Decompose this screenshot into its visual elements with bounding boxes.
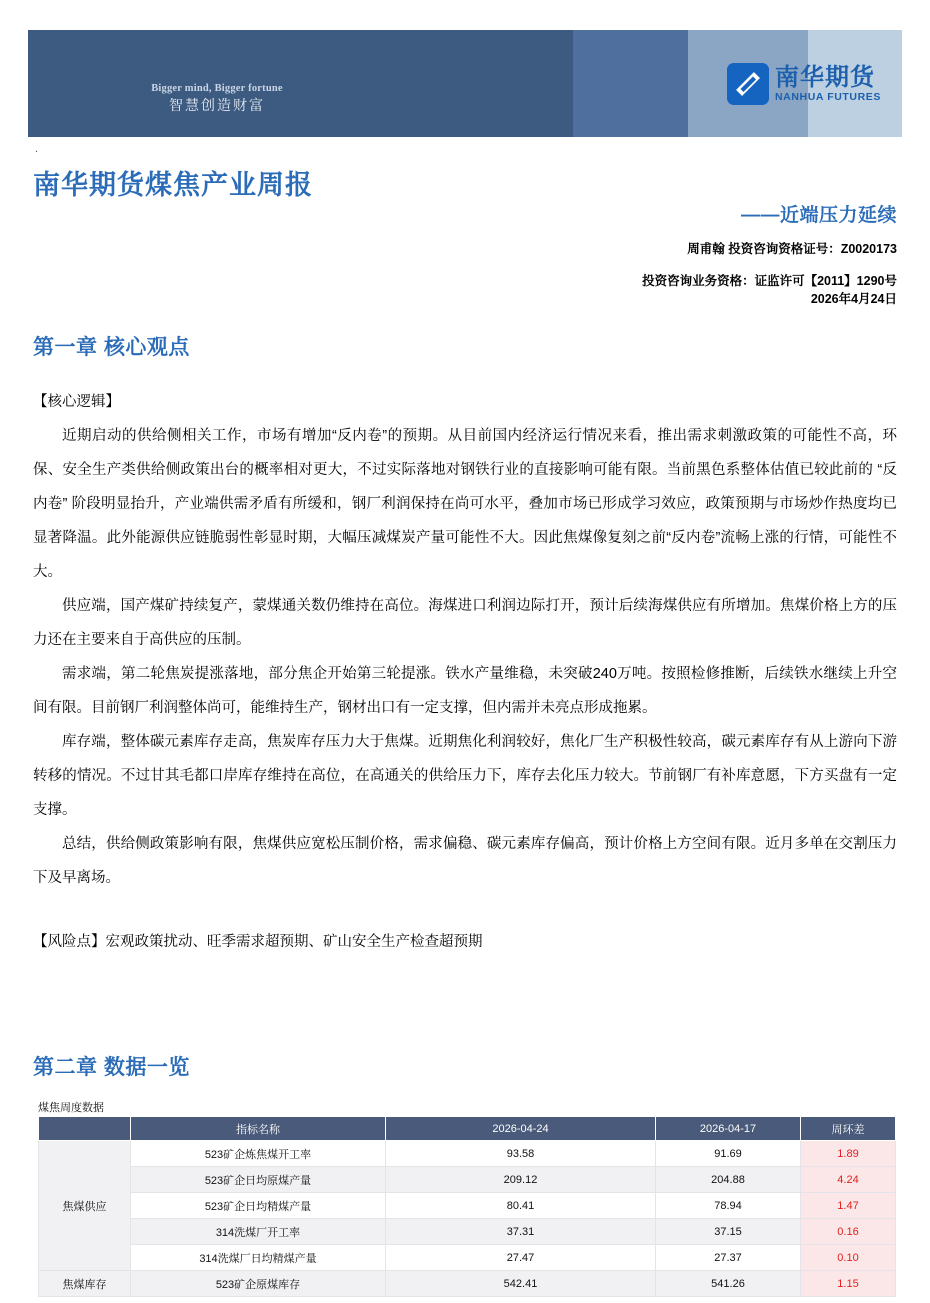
row-diff: 0.10 (801, 1245, 896, 1271)
row-indicator: 523矿企炼焦煤开工率 (131, 1141, 386, 1167)
row-current: 80.41 (386, 1193, 656, 1219)
banner-band-1 (28, 30, 573, 137)
tagline-chinese: 智慧创造财富 (169, 97, 265, 114)
table-body (39, 1141, 896, 1297)
byline-license-block (642, 272, 897, 308)
row-current: 542.41 (386, 1271, 656, 1297)
core-paragraph-5: 总结，供给侧政策影响有限，焦煤供应宽松压制价格，需求偏稳、碳元素库存偏高，预计价格上方空间有限。近月多单在交割压力下及早离场。 (33, 836, 897, 886)
paragraph-spacer (33, 895, 897, 925)
table-row (39, 1193, 896, 1219)
tagline-english: Bigger mind, Bigger fortune (151, 83, 283, 94)
risk-note: 【风险点】宏观政策扰动、旺季需求超预期、矿山安全生产检查超预期 (33, 934, 483, 950)
weekly-data-table (38, 1116, 896, 1297)
table-row (39, 1219, 896, 1245)
table-row (39, 1245, 896, 1271)
row-previous: 541.26 (656, 1271, 801, 1297)
row-current: 27.47 (386, 1245, 656, 1271)
row-previous: 27.37 (656, 1245, 801, 1271)
row-indicator: 523矿企日均精煤产量 (131, 1193, 386, 1219)
core-paragraph-4: 库存端，整体碳元素库存走高，焦炭库存压力大于焦煤。近期焦化利润较好，焦化厂生产积极性较高，碳元素库存有从上游向下游转移的情况。不过甘其毛都口岸库存维持在高位，在高通关的供给压力下，库存去化压力较大。节前钢厂有补库意愿，下方买盘有一定支撑。 (33, 734, 897, 818)
page-subtitle: ——近端压力延续 (740, 205, 897, 226)
table-col-group (39, 1117, 131, 1141)
table-header (39, 1117, 896, 1141)
row-previous: 37.15 (656, 1219, 801, 1245)
row-diff: 0.16 (801, 1219, 896, 1245)
core-paragraph-2: 供应端，国产煤矿持续复产，蒙煤通关数仍维持在高位。海煤进口利润边际打开，预计后续海煤供应有所增加。焦煤价格上方的压力还在主要来自于高供应的压制。 (33, 598, 897, 648)
company-logo (727, 63, 881, 105)
byline-date: 2026年4月24日 (810, 292, 897, 307)
table-col-current: 2026-04-24 (386, 1117, 656, 1141)
table-header-row (39, 1117, 896, 1141)
table-col-indicator: 指标名称 (131, 1117, 386, 1141)
row-diff: 1.89 (801, 1141, 896, 1167)
logo-name-en: NANHUA FUTURES (775, 90, 882, 103)
table-col-previous: 2026-04-17 (656, 1117, 801, 1141)
row-indicator: 314洗煤厂日均精煤产量 (131, 1245, 386, 1271)
logo-wordmark (775, 63, 882, 103)
row-previous: 91.69 (656, 1141, 801, 1167)
table-caption: 煤焦周度数据 (38, 1102, 104, 1114)
core-logic-label: 【核心逻辑】 (33, 394, 120, 410)
core-view-body (33, 385, 897, 959)
row-indicator: 523矿企原煤库存 (131, 1271, 386, 1297)
table-col-diff: 周环差 (801, 1117, 896, 1141)
section-heading-one: 第一章 核心观点 (33, 336, 190, 359)
nanhua-logo-icon (727, 63, 769, 105)
page-title: 南华期货煤焦产业周报 (33, 170, 313, 200)
row-diff: 1.47 (801, 1193, 896, 1219)
row-previous: 204.88 (656, 1167, 801, 1193)
row-indicator: 314洗煤厂开工率 (131, 1219, 386, 1245)
stray-mark: . (35, 143, 39, 155)
table-row (39, 1167, 896, 1193)
row-current: 37.31 (386, 1219, 656, 1245)
table-row (39, 1271, 896, 1297)
byline-author: 周甫翰 投资咨询资格证号：Z0020173 (687, 242, 897, 256)
row-diff: 1.15 (801, 1271, 896, 1297)
section-heading-two: 第二章 数据一览 (33, 1056, 190, 1079)
group-label-supply: 焦煤供应 (39, 1141, 131, 1271)
row-current: 93.58 (386, 1141, 656, 1167)
row-diff: 4.24 (801, 1167, 896, 1193)
group-label-inventory: 焦煤库存 (39, 1271, 131, 1297)
banner-band-2 (573, 30, 688, 137)
core-paragraph-3: 需求端，第二轮焦炭提涨落地，部分焦企开始第三轮提涨。铁水产量维稳，未突破240万吨。按照检修推断，后续铁水继续上升空间有限。目前钢厂利润整体尚可，能维持生产，钢材出口有一定支撑，但内需并未亮点形成拖累。 (33, 666, 897, 716)
row-previous: 78.94 (656, 1193, 801, 1219)
core-paragraph-1: 近期启动的供给侧相关工作，市场有增加“反内卷”的预期。从目前国内经济运行情况来看，推出需求刺激政策的可能性不高，环保、安全生产类供给侧政策出台的概率相对更大，不过实际落地对钢铁行业的直接影响可能有限。当前黑色系整体估值已较此前的 “反内卷” 阶段明显抬升，产业端供需矛盾有所缓和，钢厂利润保持在尚可水平，叠加市场已形成学习效应，政策预期与市场炒作热度均已显著降温。此外能源供应链脆弱性彰显时期，大幅压减煤炭产量可能性不大。因此焦煤像复刻之前“反内卷”流畅上涨的行情，可能性不大。 (33, 428, 897, 580)
byline-license: 投资咨询业务资格：证监许可【2011】1290号 (642, 274, 897, 288)
row-current: 209.12 (386, 1167, 656, 1193)
table-row (39, 1141, 896, 1167)
row-indicator: 523矿企日均原煤产量 (131, 1167, 386, 1193)
logo-name-cn: 南华期货 (775, 63, 875, 91)
